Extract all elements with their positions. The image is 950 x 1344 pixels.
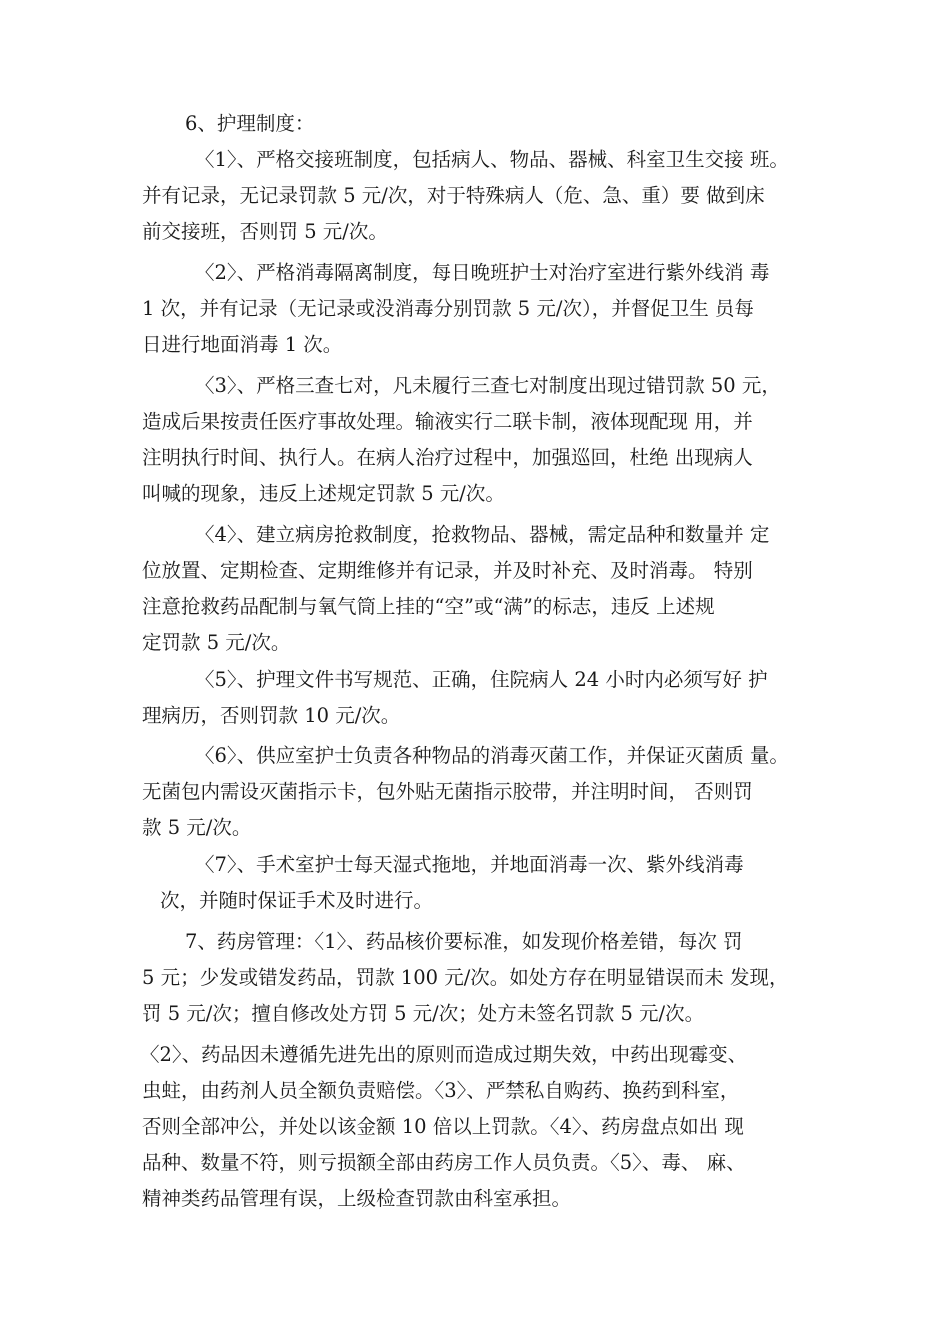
paragraph-line: 日进行地面消毒 1 次。 [142, 333, 343, 356]
paragraph-line: 罚 5 元/次；擅自修改处方罚 5 元/次；处方未签名罚款 5 元/次。 [142, 1002, 705, 1025]
paragraph-line: 理病历，否则罚款 10 元/次。 [142, 704, 401, 727]
section-7-line: 7、药房管理：〈1〉、药品核价要标准，如发现价格差错，每次 罚 [185, 930, 743, 953]
paragraph-line: 〈6〉、供应室护士负责各种物品的消毒灭菌工作，并保证灭菌质 量。 [195, 744, 789, 767]
paragraph-line: 无菌包内需设灭菌指示卡，包外贴无菌指示胶带，并注明时间， 否则罚 [142, 780, 753, 803]
paragraph-line: 〈4〉、建立病房抢救制度，抢救物品、器械，需定品种和数量并 定 [195, 523, 770, 546]
paragraph-line: 注意抢救药品配制与氧气筒上挂的“空”或“满”的标志，违反 上述规 [142, 595, 715, 618]
paragraph-line: 并有记录，无记录罚款 5 元/次，对于特殊病人（危、急、重）要 做到床 [142, 184, 765, 207]
paragraph-line: 〈2〉、药品因未遵循先进先出的原则而造成过期失效，中药出现霉变、 [140, 1043, 748, 1066]
paragraph-line: 位放置、定期检查、定期维修并有记录，并及时补充、及时消毒。 特别 [142, 559, 753, 582]
paragraph-line: 次，并随时保证手术及时进行。 [160, 889, 434, 912]
paragraph-line: 〈7〉、手术室护士每天湿式拖地，并地面消毒一次、紫外线消毒 [195, 853, 744, 876]
paragraph-line: 精神类药品管理有误，上级检查罚款由科室承担。 [142, 1187, 572, 1210]
paragraph-line: 叫喊的现象，违反上述规定罚款 5 元/次。 [142, 482, 505, 505]
paragraph-line: 5 元；少发或错发药品，罚款 100 元/次。如处方存在明显错误而未 发现， [142, 966, 789, 989]
paragraph-line: 定罚款 5 元/次。 [142, 631, 291, 654]
paragraph-line: 款 5 元/次。 [142, 816, 252, 839]
paragraph-line: 1 次，并有记录（无记录或没消毒分别罚款 5 元/次），并督促卫生 员每 [142, 297, 754, 320]
paragraph-line: 〈3〉、严格三查七对，凡未履行三查七对制度出现过错罚款 50 元， [195, 374, 781, 397]
paragraph-line: 〈1〉、严格交接班制度，包括病人、物品、器械、科室卫生交接 班。 [195, 148, 789, 171]
paragraph-line: 〈5〉、护理文件书写规范、正确，住院病人 24 小时内必须写好 护 [195, 668, 768, 691]
paragraph-line: 虫蛀，由药剂人员全额负责赔偿。〈3〉、严禁私自购药、换药到科室， [142, 1079, 740, 1102]
paragraph-line: 品种、数量不符，则亏损额全部由药房工作人员负责。〈5〉、毒、 麻、 [142, 1151, 746, 1174]
paragraph-line: 造成后果按责任医疗事故处理。输液实行二联卡制，液体现配现 用，并 [142, 410, 753, 433]
paragraph-line: 否则全部冲公，并处以该金额 10 倍以上罚款。〈4〉、药房盘点如出 现 [142, 1115, 744, 1138]
paragraph-line: 注明执行时间、执行人。在病人治疗过程中，加强巡回，杜绝 出现病人 [142, 446, 753, 469]
paragraph-line: 前交接班，否则罚 5 元/次。 [142, 220, 388, 243]
section-6-heading: 6、护理制度： [185, 112, 315, 135]
paragraph-line: 〈2〉、严格消毒隔离制度，每日晚班护士对治疗室进行紫外线消 毒 [195, 261, 770, 284]
